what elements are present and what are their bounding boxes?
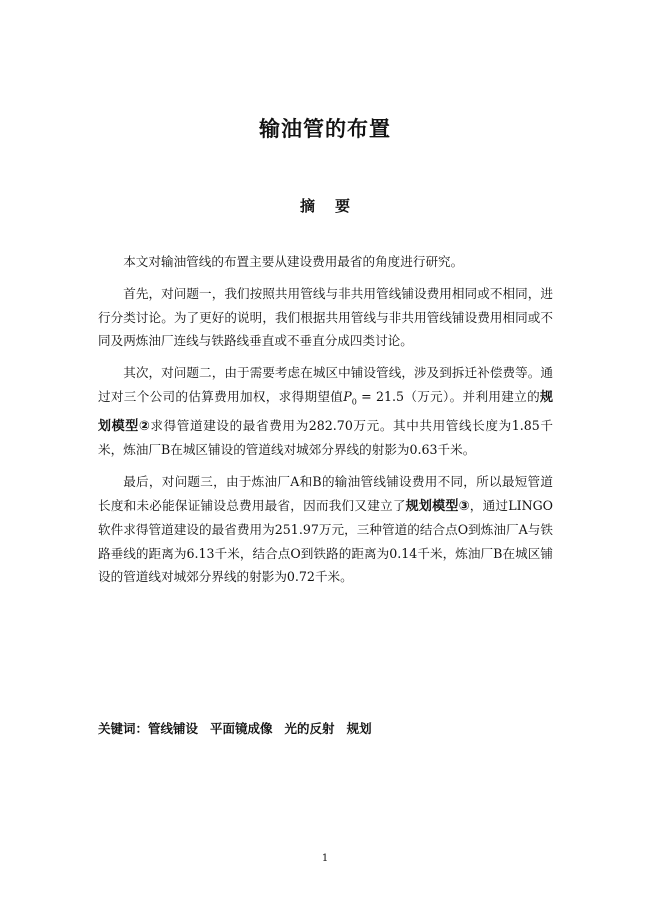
paragraph-problem-three — [98, 470, 553, 589]
paragraph-problem-one: 首先，对问题一，我们按照共用管线与非共用管线铺设费用相同或不相同，进行分类讨论。为了更好的说明，我们根据共用管线与非共用管线铺设费用相同或不同及两炼油厂连线与铁路线垂直或不垂直分成四类讨论。 — [98, 286, 553, 348]
page-number: 1 — [321, 853, 329, 864]
formula-var: P — [343, 388, 352, 404]
abstract-heading-char-1: 摘 — [299, 197, 315, 215]
p3-text-a: 其次，对问题二，由于需要考虑在城区中铺设管线，涉及到拆迁补偿费等。通过对三个公司的估算费用加权，求得期望值 — [98, 365, 553, 404]
keyword-item: 管线铺设 — [148, 721, 199, 736]
paragraph-intro: 本文对输油管线的布置主要从建设费用最省的角度进行研究。 — [123, 254, 464, 269]
expected-value-formula — [343, 388, 405, 407]
abstract-heading-char-2: 要 — [335, 197, 351, 215]
document-title: 输油管的布置 — [259, 117, 391, 141]
keyword-item: 平面镜成像 — [210, 721, 273, 736]
paragraph-problem-two — [98, 361, 553, 462]
keywords-label: 关键词： — [98, 721, 149, 736]
model-three-term: 规划模型③ — [405, 498, 470, 514]
formula-sub: 0 — [351, 397, 357, 407]
abstract-heading — [0, 195, 650, 216]
p4-text-a: 最后，对问题三，由于炼油厂A和B的输油管线铺设费用不同，所以最短管道长度和未必能保证铺设总费用最省，因而我们又建立了 — [98, 474, 553, 513]
p4-text-b: ，通过LINGO软件求得管道建设的最省费用为251.97万元，三种管道的结合点O到炼油厂A与铁路垂线的距离为6.13千米，结合点O到铁路的距离为0.14千米，炼油厂B在城区铺设的管道线对城郊分界线的射影为0.72千米。 — [98, 497, 553, 585]
abstract-body — [98, 250, 553, 597]
p3-text-c: 求得管道建设的最省费用为282.70万元。其中共用管线长度为1.85千米，炼油厂B在城区铺设的管道线对城郊分界线的射影为0.63千米。 — [98, 417, 553, 458]
model-two-term: 规划模型② — [98, 389, 554, 434]
keyword-item: 光的反射 — [284, 721, 335, 736]
keywords-line — [98, 719, 558, 737]
keyword-item: 规划 — [346, 721, 372, 736]
p3-text-b: （万元）。并利用建立的 — [404, 388, 540, 404]
formula-value: = 21.5 — [356, 388, 405, 404]
